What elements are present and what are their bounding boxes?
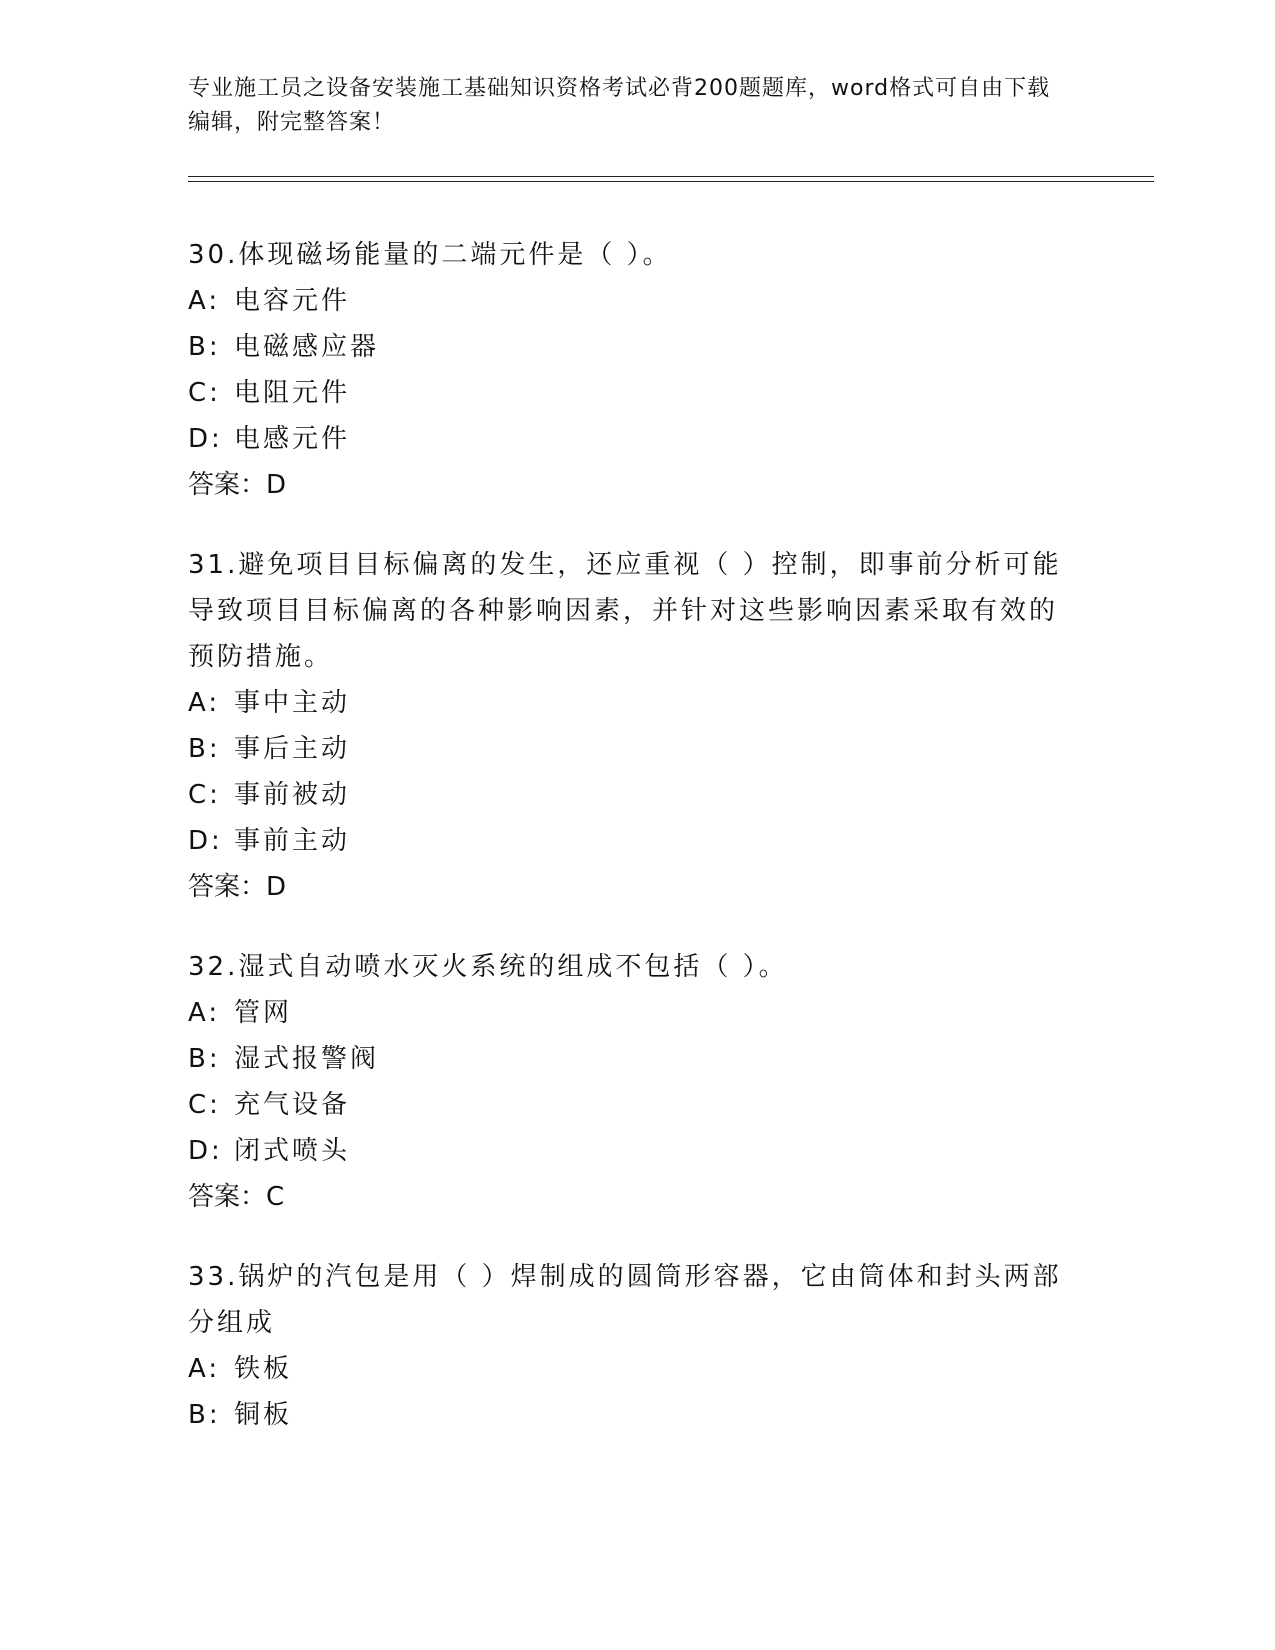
option-b xyxy=(188,324,1068,370)
question-stem: 30.体现磁场能量的二端元件是（ ）。 xyxy=(188,240,672,270)
option-text: 事中主动 xyxy=(234,688,351,718)
header-divider-bottom xyxy=(188,181,1154,182)
option-text: 事前主动 xyxy=(234,826,351,856)
option-key: D: xyxy=(188,1136,223,1166)
question-32 xyxy=(188,944,1068,1220)
option-a xyxy=(188,990,1068,1036)
question-30 xyxy=(188,232,1068,508)
option-d xyxy=(188,818,1068,864)
option-d xyxy=(188,416,1068,462)
option-text: 湿式报警阀 xyxy=(234,1044,380,1074)
option-text: 电感元件 xyxy=(234,424,351,454)
option-b xyxy=(188,1392,1068,1438)
option-d xyxy=(188,1128,1068,1174)
option-a xyxy=(188,680,1068,726)
answer-line: 答案：D xyxy=(188,470,287,500)
question-stem: 31.避免项目目标偏离的发生，还应重视（ ）控制，即事前分析可能导致项目目标偏离的各种影响因素，并针对这些影响因素采取有效的预防措施。 xyxy=(188,550,1062,672)
answer-line: 答案：D xyxy=(188,872,287,902)
option-text: 闭式喷头 xyxy=(234,1136,351,1166)
option-b xyxy=(188,1036,1068,1082)
answer-line: 答案：C xyxy=(188,1182,285,1212)
option-text: 电容元件 xyxy=(234,286,351,316)
question-33 xyxy=(188,1254,1068,1438)
option-key: B: xyxy=(188,1400,221,1430)
option-c xyxy=(188,1082,1068,1128)
option-key: A: xyxy=(188,688,221,718)
option-key: D: xyxy=(188,826,223,856)
option-key: A: xyxy=(188,1354,221,1384)
option-key: B: xyxy=(188,734,221,764)
option-a xyxy=(188,1346,1068,1392)
question-list xyxy=(188,232,1068,1472)
option-text: 电阻元件 xyxy=(234,378,351,408)
option-text: 充气设备 xyxy=(234,1090,351,1120)
option-key: A: xyxy=(188,286,221,316)
option-key: B: xyxy=(188,1044,221,1074)
question-stem: 33.锅炉的汽包是用（ ）焊制成的圆筒形容器，它由筒体和封头两部分组成 xyxy=(188,1262,1062,1338)
option-text: 铁板 xyxy=(234,1354,293,1384)
option-c xyxy=(188,370,1068,416)
option-text: 管网 xyxy=(234,998,293,1028)
option-key: C: xyxy=(188,378,221,408)
question-31 xyxy=(188,542,1068,910)
option-key: C: xyxy=(188,1090,221,1120)
option-key: C: xyxy=(188,780,221,810)
option-a xyxy=(188,278,1068,324)
question-stem: 32.湿式自动喷水灭火系统的组成不包括（ ）。 xyxy=(188,952,788,982)
document-header: 专业施工员之设备安装施工基础知识资格考试必背200题题库，word格式可自由下载编辑，附完整答案！ xyxy=(188,76,1051,135)
option-b xyxy=(188,726,1068,772)
header-divider-top xyxy=(188,176,1154,177)
option-text: 事后主动 xyxy=(234,734,351,764)
option-text: 电磁感应器 xyxy=(234,332,380,362)
option-text: 事前被动 xyxy=(234,780,351,810)
option-text: 铜板 xyxy=(234,1400,293,1430)
option-c xyxy=(188,772,1068,818)
option-key: B: xyxy=(188,332,221,362)
option-key: A: xyxy=(188,998,221,1028)
option-key: D: xyxy=(188,424,223,454)
